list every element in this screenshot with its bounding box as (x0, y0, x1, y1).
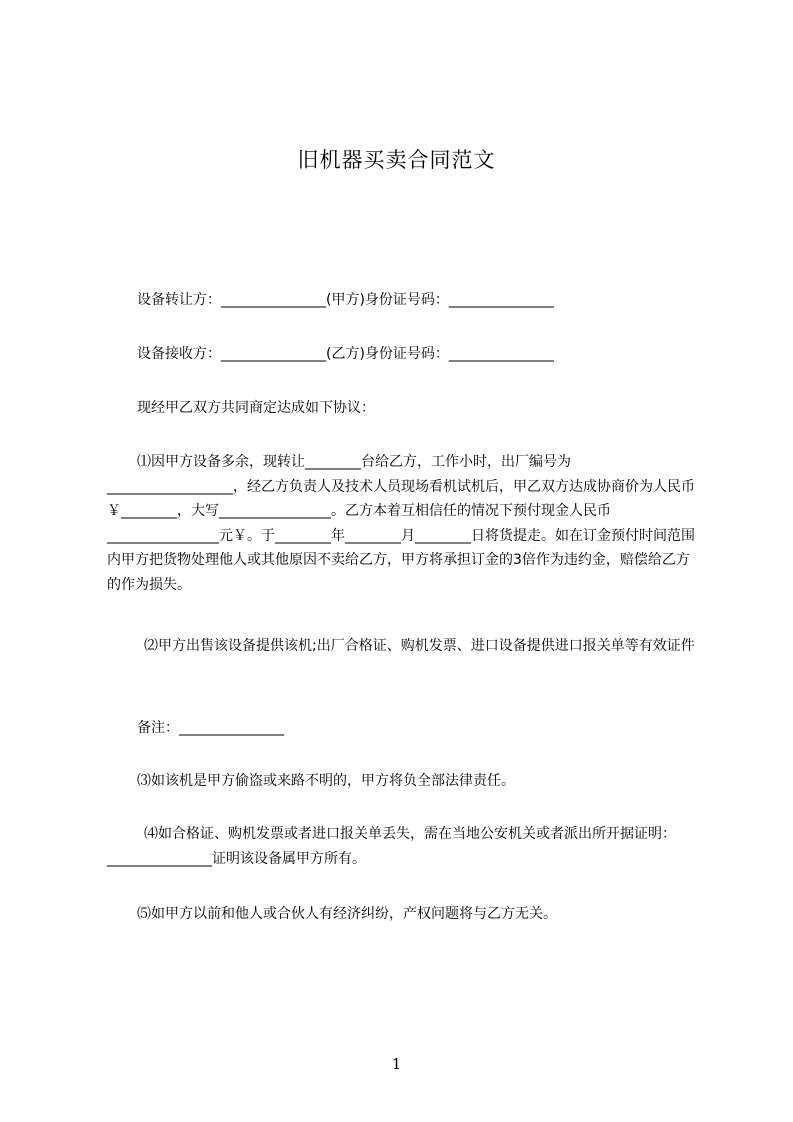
clause-5: ⑸如甲方以前和他人或合伙人有经济纠纷，产权问题将与乙方无关。 (137, 906, 557, 922)
clause-3: ⑶如该机是甲方偷盗或来路不明的，甲方将负全部法律责任。 (137, 773, 515, 789)
page-number: 1 (391, 1055, 402, 1073)
clause-4: ⑷如合格证、购机发票或者进口报关单丢失，需在当地公安机关或者派出所开据证明：_______________证明该设备属甲方所有。 (107, 826, 676, 867)
transferor-line: 设备转让方：_______________(甲方)身份证号码：_______________ (137, 292, 554, 308)
intro-line: 现经甲乙双方共同商定达成如下协议： (137, 400, 375, 416)
clause-2: ⑵甲方出售该设备提供该机;出厂合格证、购机发票、进口设备提供进口报关单等有效证件 (144, 638, 695, 654)
remark-line: 备注：_______________ (137, 720, 284, 736)
receiver-line: 设备接收方：_______________(乙方)身份证号码：_______________ (137, 346, 554, 362)
clause-1: ⑴因甲方设备多余，现转让________台给乙方，工作小时，出厂编号为__________________，经乙方负责人及技术人员现场看机试机后，甲乙双方达成协商价为人民币￥________，大写________________。乙方本着互相信任的情况下预付现金人民币________________元￥。于________年________月________日将货提走。如在订金预付时间范围内甲方把货物处理他人或其他原因不卖给乙方，甲方将承担订金的3倍作为违约金，赔偿给乙方的作为损失。 (107, 454, 695, 593)
document-title: 旧机器买卖合同范文 (297, 148, 496, 172)
